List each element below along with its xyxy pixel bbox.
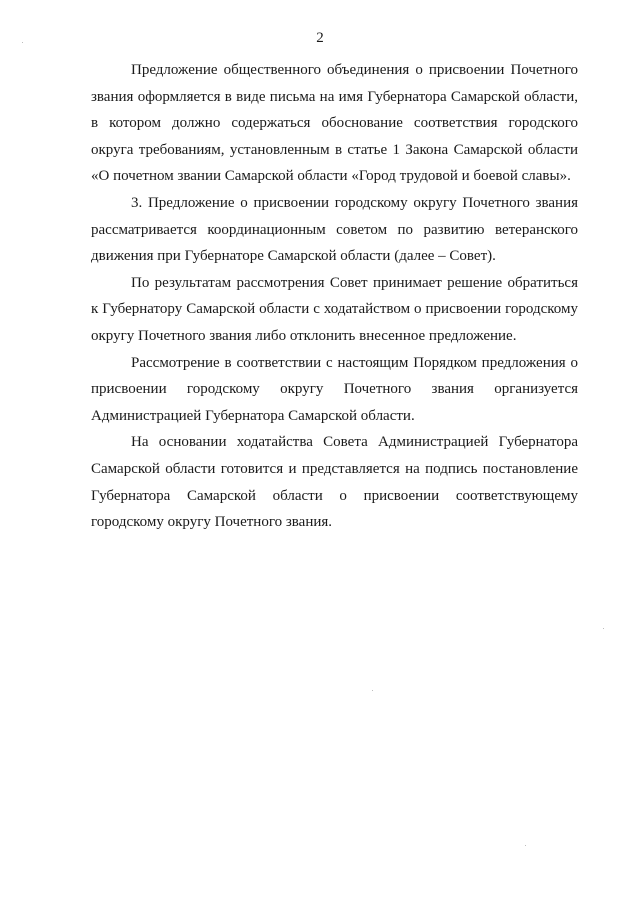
- document-body: [91, 57, 578, 536]
- paragraph-council-review: 3. Предложение о присвоении городскому округу Почетного звания рассматривается координационным советом по развитию ветеранского движения при Губернаторе Самарской области (далее – Совет).: [91, 194, 578, 265]
- paragraph-submission-format: Предложение общественного объединения о присвоении Почетного звания оформляется в виде письма на имя Губернатора Самарской области, в котором должно содержаться обоснование соответствия городского округа требованиям, установленным в статье 1 Закона Самарской области «О почетном звании Самарской области «Город трудовой и боевой славы».: [91, 62, 578, 185]
- paragraph-resolution-preparation: На основании ходатайства Совета Администрацией Губернатора Самарской области готовится и представляется на подпись постановление Губернатора Самарской области о присвоении соответствующему городскому округу Почетного звания.: [91, 434, 578, 531]
- scan-speck: [525, 845, 526, 846]
- paragraph-administration-organization: Рассмотрение в соответствии с настоящим Порядком предложения о присвоении городскому округу Почетного звания организуется Администрацией Губернатора Самарской области.: [91, 354, 578, 424]
- scan-speck: [22, 42, 23, 43]
- page-number: 2: [316, 30, 324, 46]
- paragraph-council-decision: По результатам рассмотрения Совет принимает решение обратиться к Губернатору Самарской области с ходатайством о присвоении городскому округу Почетного звания либо отклонить внесенное предложение.: [91, 274, 578, 344]
- scan-speck: [372, 690, 373, 691]
- scan-speck: [603, 628, 604, 629]
